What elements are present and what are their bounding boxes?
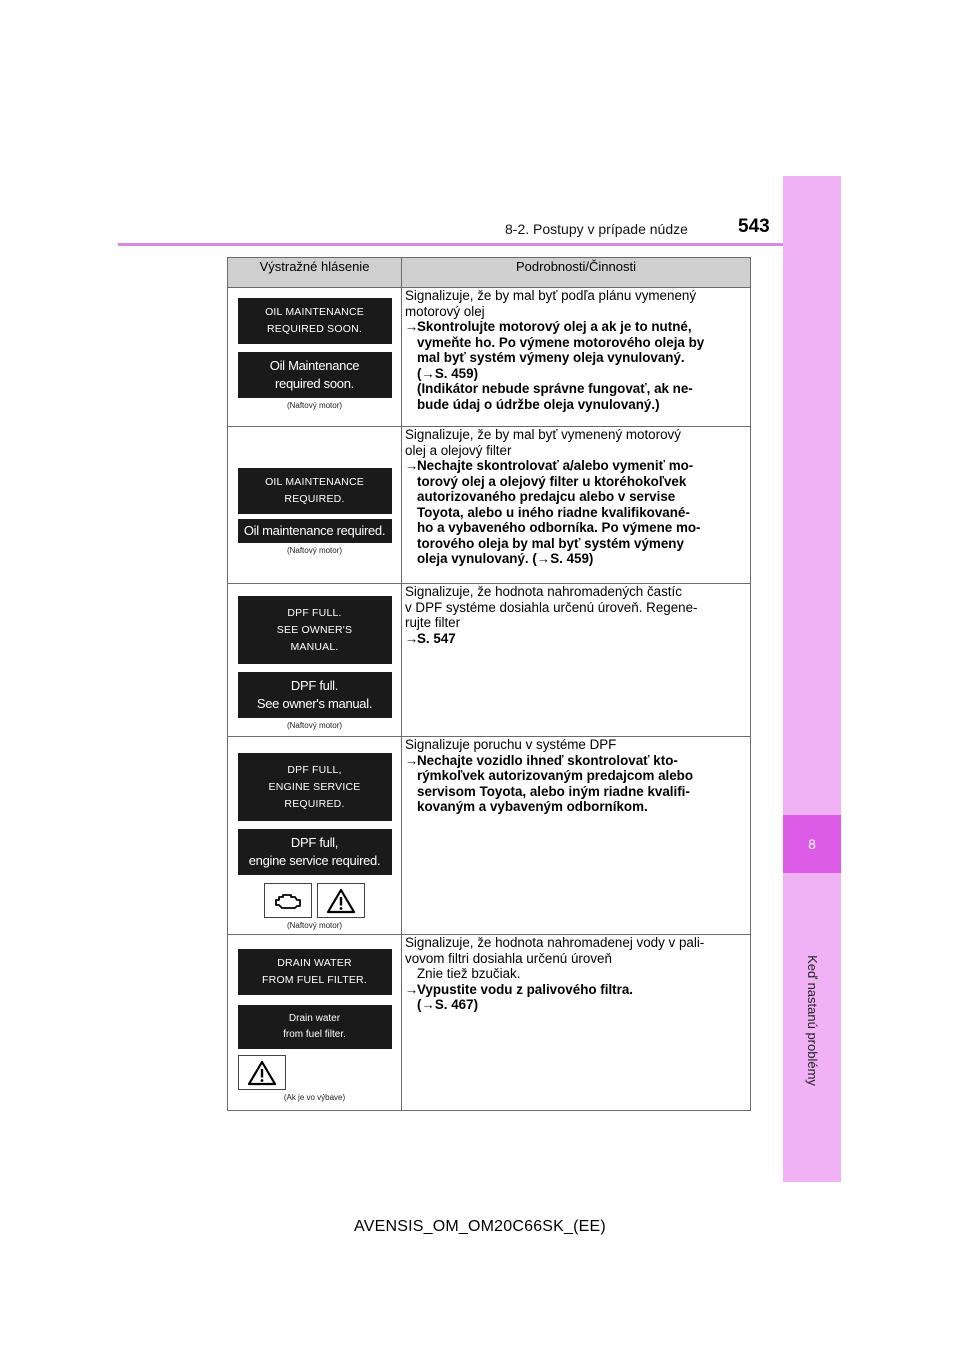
arrow-icon: → (405, 458, 419, 473)
action-line: Vypustite vodu z palivového filtra. (417, 981, 634, 997)
engine-note: (Naftový motor) (286, 546, 343, 555)
header-divider (118, 243, 783, 246)
arrow-icon: → (405, 319, 419, 334)
description-line: Signalizuje, že by mal byť podľa plánu vymenený (405, 288, 697, 303)
details-cell (402, 737, 751, 935)
action-line: autorizovaného predajcu alebo v servise (417, 489, 676, 504)
details-cell (402, 584, 751, 737)
action-line: ho a vybaveného odborníka. Po výmene mo- (417, 520, 701, 535)
engine-note: (Naftový motor) (286, 401, 343, 410)
description-line: motorový olej (405, 303, 485, 319)
chapter-title: Keď nastanú problémy (804, 954, 820, 1086)
warning-image-cell (228, 737, 402, 935)
action-line: Nechajte vozidlo ihneď skontrolovať kto- (417, 752, 678, 768)
buzzer-note: Znie tiež bzučiak. (417, 966, 521, 981)
engine-warning-icon (264, 883, 312, 918)
action-line: servisom Toyota, alebo iným riadne kvalifi- (417, 783, 690, 799)
display-message-mixed: Oil maintenance required. (238, 519, 392, 543)
table-row (228, 737, 751, 935)
warning-image-cell (228, 935, 402, 1111)
details-cell (402, 288, 751, 427)
action-line: S. 547 (417, 630, 456, 646)
action-block (405, 319, 748, 412)
action-block (405, 631, 748, 647)
display-message-mixed: Oil Maintenance required soon. (238, 352, 392, 398)
warning-icons (228, 883, 401, 918)
equipment-note: (Ak je vo výbave) (283, 1093, 346, 1102)
description-line: Signalizuje, že by mal byť vymenený motorový (405, 427, 681, 442)
display-message-caps: OIL MAINTENANCE REQUIRED. (238, 468, 392, 514)
table-header-row (228, 258, 751, 288)
description-line: Signalizuje poruchu v systéme DPF (405, 737, 617, 752)
chapter-title-vertical (778, 885, 846, 1155)
engine-note: (Naftový motor) (286, 721, 343, 730)
action-line: rýmkoľvek autorizovaným predajcom alebo (417, 768, 694, 783)
action-line: Toyota, alebo u iného riadne kvalifikované- (417, 504, 690, 520)
display-message-caps: DPF FULL. SEE OWNER'S MANUAL. (238, 596, 392, 664)
description-line: olej a olejový filter (405, 442, 512, 458)
display-message-mixed: DPF full. See owner's manual. (238, 672, 392, 718)
caution-triangle-icon (317, 883, 365, 918)
details-cell (402, 427, 751, 584)
display-message-mixed: Drain water from fuel filter. (238, 1005, 392, 1049)
description-line: Signalizuje, že hodnota nahromadenej vody v pali- (405, 935, 705, 950)
chapter-number: 8 (808, 836, 816, 852)
warning-image-cell (228, 288, 402, 427)
action-line: torový olej a olejový filter u ktoréhokoľvek (417, 473, 687, 489)
details-cell (402, 935, 751, 1111)
arrow-icon: → (405, 752, 419, 768)
action-line: mal byť systém výmeny oleja vynulovaný. (417, 350, 685, 365)
table-row (228, 935, 751, 1111)
action-line: bude údaj o údržbe oleja vynulovaný.) (417, 396, 660, 412)
action-line: (→S. 459) (417, 365, 479, 381)
action-line: Nechajte skontrolovať a/alebo vymeniť mo- (417, 458, 694, 473)
action-line: Skontrolujte motorový olej a ak je to nutné, (417, 319, 692, 334)
engine-note: (Naftový motor) (286, 921, 343, 930)
arrow-icon: → (405, 981, 419, 997)
warning-icons (228, 1055, 401, 1090)
warning-image-cell (228, 584, 402, 737)
display-message-caps: DRAIN WATER FROM FUEL FILTER. (238, 949, 392, 995)
display-message-caps: OIL MAINTENANCE REQUIRED SOON. (238, 298, 392, 344)
table-row (228, 427, 751, 584)
description-line: vovom filtri dosiahla určenú úroveň (405, 950, 612, 966)
column-header-warning: Výstražné hlásenie (228, 258, 402, 288)
display-message-caps: DPF FULL, ENGINE SERVICE REQUIRED. (238, 753, 392, 821)
action-block (405, 458, 748, 567)
table-row (228, 584, 751, 737)
action-line: oleja vynulovaný. (→S. 459) (417, 551, 594, 566)
action-line: (→S. 467) (417, 997, 479, 1012)
description-line: v DPF systéme dosiahla určenú úroveň. Regene- (405, 599, 698, 615)
arrow-icon: → (405, 630, 419, 646)
action-block (405, 982, 748, 1013)
caution-triangle-icon (238, 1055, 286, 1090)
chapter-number-box (783, 815, 841, 873)
warning-message-table (227, 257, 751, 1111)
action-block (405, 753, 748, 815)
action-line: torového oleja by mal byť systém výmeny (417, 535, 684, 551)
page-number: 543 (738, 216, 770, 237)
document-code: AVENSIS_OM_OM20C66SK_(EE) (354, 1218, 606, 1235)
action-line: vymeňte ho. Po výmene motorového oleja by (417, 334, 705, 350)
description-line: Signalizuje, že hodnota nahromadených častíc (405, 584, 682, 599)
description-line: rujte filter (405, 615, 461, 630)
action-line: kovaným a vybaveným odborníkom. (417, 799, 648, 814)
section-title: 8-2. Postupy v prípade núdze (505, 221, 688, 237)
warning-image-cell (228, 427, 402, 584)
action-line: (Indikátor nebude správne fungovať, ak ne- (417, 381, 693, 396)
column-header-details: Podrobnosti/Činnosti (402, 258, 751, 288)
display-message-mixed: DPF full, engine service required. (238, 829, 392, 875)
table-row (228, 288, 751, 427)
